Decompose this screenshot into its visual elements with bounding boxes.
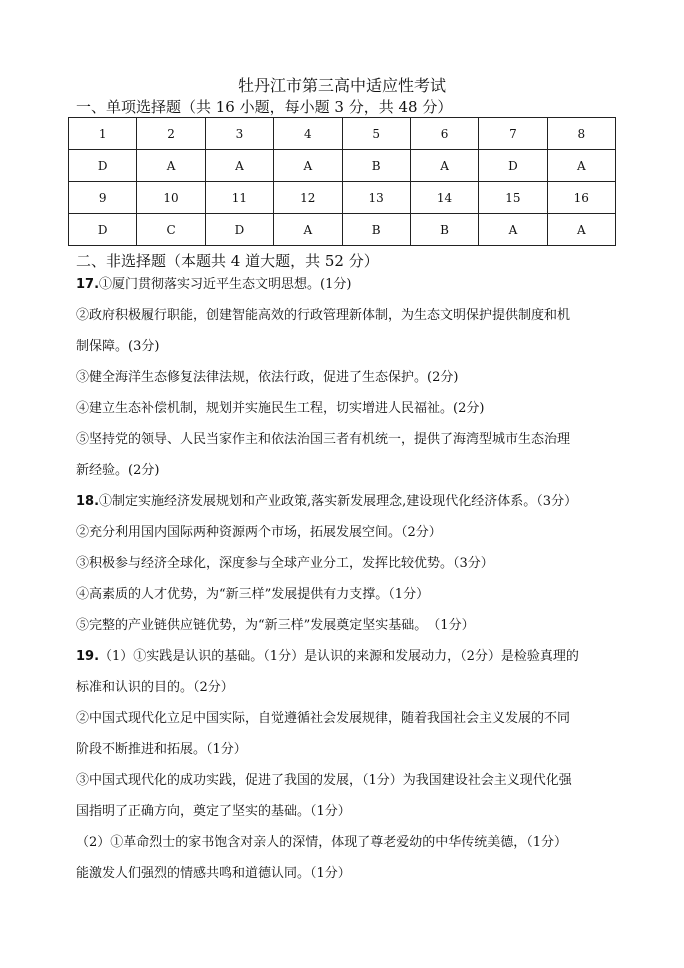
answer-cell: A: [205, 150, 273, 182]
answer-line: [76, 307, 570, 325]
answer-text: ③积极参与经济全球化，深度参与全球产业分工，发挥比较优势。（3分）: [76, 556, 494, 571]
answer-line: [76, 493, 577, 511]
answer-cell: D: [69, 150, 137, 182]
answer-line: [76, 617, 475, 635]
answer-text: （2）①革命烈士的家书饱含对亲人的深情，体现了尊老爱幼的中华传统美德，（1分）: [76, 835, 568, 850]
answer-line: [76, 276, 351, 294]
answer-cell: A: [274, 150, 342, 182]
answer-line: [76, 586, 429, 604]
answer-cell: A: [410, 150, 478, 182]
answer-line: [76, 400, 484, 418]
question-number-cell: 10: [137, 182, 205, 214]
question-number-cell: 12: [274, 182, 342, 214]
section1-heading: 一、单项选择题（共 16 小题，每小题 3 分，共 48 分）: [76, 98, 453, 116]
answer-cell: B: [342, 150, 410, 182]
answer-line: [76, 524, 442, 542]
answer-line: [76, 369, 458, 387]
answer-text: ③中国式现代化的成功实践，促进了我国的发展，（1分）为我国建设社会主义现代化强: [76, 773, 572, 788]
answer-line: [76, 555, 494, 573]
question-number-cell: 7: [479, 118, 547, 150]
answer-text: ②中国式现代化立足中国实际，自觉遵循社会发展规律，随着我国社会主义发展的不同: [76, 711, 571, 726]
answer-line: [76, 803, 351, 821]
question-number-row: [69, 118, 616, 150]
question-number-cell: 8: [547, 118, 615, 150]
answer-cell: D: [69, 214, 137, 246]
answer-text: 制保障。(3分): [76, 339, 160, 354]
section2-heading: 二、非选择题（本题共 4 道大题，共 52 分）: [76, 252, 379, 270]
answer-cell: D: [205, 214, 273, 246]
question-number-cell: 3: [205, 118, 273, 150]
answer-text: ①厦门贯彻落实习近平生态文明思想。(1分): [99, 277, 352, 292]
question-number-cell: 14: [410, 182, 478, 214]
answer-line: [76, 679, 234, 697]
answer-text: ⑤坚持党的领导、人民当家作主和依法治国三者有机统一，提供了海湾型城市生态治理: [76, 432, 571, 447]
question-number: 17.: [76, 277, 100, 292]
question-number-cell: 16: [547, 182, 615, 214]
answer-cell: B: [410, 214, 478, 246]
answer-text: ②充分利用国内国际两种资源两个市场，拓展发展空间。（2分）: [76, 525, 442, 540]
answer-text: ①制定实施经济发展规划和产业政策,落实新发展理念,建设现代化经济体系。（3分）: [99, 494, 578, 509]
answer-cell: A: [547, 150, 615, 182]
answer-text: 能激发人们强烈的情感共鸣和道德认同。（1分）: [76, 866, 351, 881]
answer-cell: A: [547, 214, 615, 246]
answer-text: ②政府积极履行职能，创建智能高效的行政管理新体制，为生态文明保护提供制度和机: [76, 308, 571, 323]
answer-line: [76, 431, 570, 449]
answer-cell: A: [274, 214, 342, 246]
page-title: 牡丹江市第三高中适应性考试: [237, 76, 446, 95]
answer-text: ④高素质的人才优势，为“新三样”发展提供有力支撑。（1分）: [76, 587, 430, 602]
question-number-row: [69, 182, 616, 214]
answer-line: [76, 338, 159, 356]
question-number-cell: 6: [410, 118, 478, 150]
answer-cell: B: [342, 214, 410, 246]
answer-text: 国指明了正确方向，奠定了坚实的基础。（1分）: [76, 804, 351, 819]
answer-text: 新经验。(2分): [76, 463, 160, 478]
question-number-cell: 11: [205, 182, 273, 214]
answer-line: [76, 648, 579, 666]
question-number: 19.: [76, 649, 100, 664]
answer-text: （1）①实践是认识的基础。（1分）是认识的来源和发展动力，（2分）是检验真理的: [99, 649, 579, 664]
answer-text: 标准和认识的目的。（2分）: [76, 680, 234, 695]
question-number-cell: 15: [479, 182, 547, 214]
answer-line: [76, 741, 247, 759]
answer-line: [76, 710, 570, 728]
answer-line: [76, 462, 159, 480]
answer-text: 阶段不断推进和拓展。（1分）: [76, 742, 247, 757]
answer-cell: A: [137, 150, 205, 182]
answer-cell: C: [137, 214, 205, 246]
question-number-cell: 5: [342, 118, 410, 150]
question-number-cell: 13: [342, 182, 410, 214]
answer-line: [76, 834, 567, 852]
question-number-cell: 9: [69, 182, 137, 214]
question-number-cell: 1: [69, 118, 137, 150]
answer-table: [68, 117, 616, 246]
answer-cell: A: [479, 214, 547, 246]
answer-line: [76, 865, 351, 883]
answer-line: [76, 772, 572, 790]
answer-row: [69, 214, 616, 246]
answer-cell: D: [479, 150, 547, 182]
question-number-cell: 2: [137, 118, 205, 150]
question-number-cell: 4: [274, 118, 342, 150]
question-number: 18.: [76, 494, 100, 509]
answer-row: [69, 150, 616, 182]
answer-text: ④建立生态补偿机制，规划并实施民生工程，切实增进人民福祉。(2分): [76, 401, 485, 416]
answer-text: ③健全海洋生态修复法律法规，依法行政，促进了生态保护。(2分): [76, 370, 459, 385]
answer-text: ⑤完整的产业链供应链优势，为“新三样”发展奠定坚实基础。 （1分）: [76, 618, 475, 633]
